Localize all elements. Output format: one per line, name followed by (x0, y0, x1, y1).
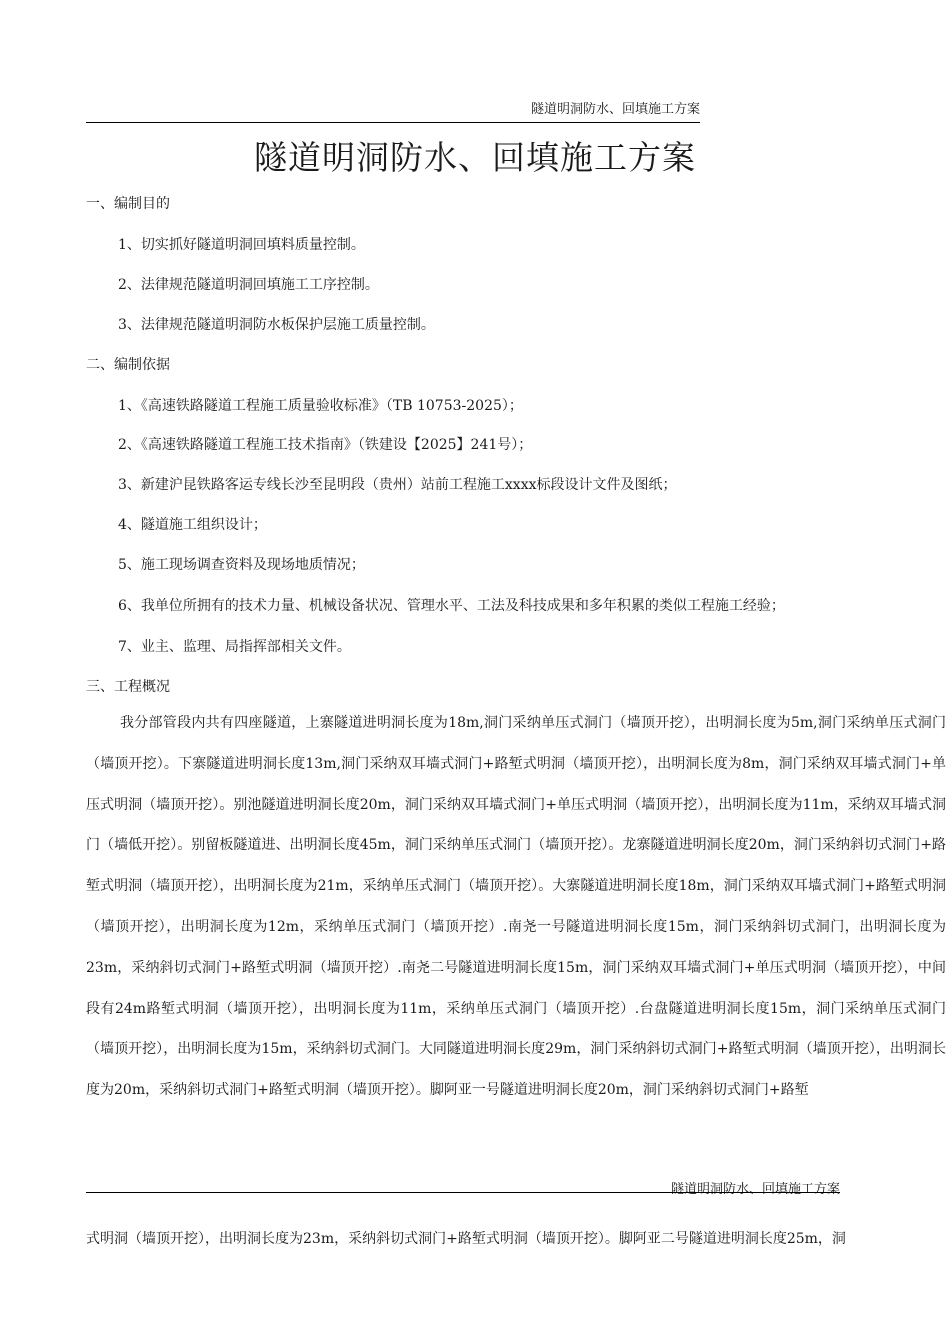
document-title: 隧道明洞防水、回填施工方案 (254, 138, 696, 177)
list-item: 4、隧道施工组织设计； (118, 517, 267, 533)
header-rule (86, 122, 700, 123)
list-item: 2、《高速铁路隧道工程施工技术指南》（铁建设【2025】241号）； (118, 437, 533, 453)
section-heading-purpose: 一、编制目的 (86, 196, 170, 212)
section-heading-overview: 三、工程概况 (86, 679, 170, 695)
list-item: 3、新建沪昆铁路客运专线长沙至昆明段（贵州）站前工程施工xxxx标段设计文件及图纸； (118, 477, 677, 493)
running-header: 隧道明洞防水、回填施工方案 (530, 102, 700, 117)
list-item: 6、我单位所拥有的技术力量、机械设备状况、管理水平、工法及科技成果和多年积累的类似工程施工经验； (118, 598, 785, 614)
list-item: 2、法律规范隧道明洞回填施工工序控制。 (118, 277, 379, 293)
list-item: 1、《高速铁路隧道工程施工质量验收标准》（TB 10753-2025）； (118, 398, 523, 414)
page-break-rule (86, 1192, 840, 1193)
list-item: 7、业主、监理、局指挥部相关文件。 (118, 639, 351, 655)
list-item: 3、法律规范隧道明洞防水板保护层施工质量控制。 (118, 317, 435, 333)
page-break-header: 隧道明洞防水、回填施工方案 (670, 1182, 840, 1197)
section-heading-basis: 二、编制依据 (86, 357, 170, 373)
list-item: 1、切实抓好隧道明洞回填料质量控制。 (118, 237, 365, 253)
continued-paragraph: 式明洞（墙顶开挖），出明洞长度为23m，采纳斜切式洞门+路堑式明洞（墙顶开挖）。脚阿亚二号隧道进明洞长度25m，洞 (86, 1231, 846, 1247)
overview-paragraph: 我分部管段内共有四座隧道，上寨隧道进明洞长度为18m,洞门采纳单压式洞门（墙顶开挖），出明洞长度为5m,洞门采纳单压式洞门（墙顶开挖）。下寨隧道进明洞长度13m,洞门采纳双耳墙式洞门+路堑式明洞（墙顶开挖），出明洞长度为8m，洞门采纳双耳墙式洞门+单压式明洞（墙顶开挖）。别池隧道进明洞长度20m，洞门采纳双耳墙式洞门+单压式明洞（墙顶开挖），出明洞长度为11m，采纳双耳墙式洞门（墙低开挖）。别留板隧道进、出明洞长度45m，洞门采纳单压式洞门（墙顶开挖）。龙寨隧道进明洞长度20m，洞门采纳斜切式洞门+路堑式明洞（墙顶开挖），出明洞长度为21m，采纳单压式洞门（墙顶开挖）。大寨隧道进明洞长度18m，洞门采纳双耳墙式洞门+路堑式明洞（墙顶开挖），出明洞长度为12m，采纳单压式洞门（墙顶开挖）.南尧一号隧道进明洞长度15m，洞门采纳斜切式洞门，出明洞长度为23m，采纳斜切式洞门+路堑式明洞（墙顶开挖）.南尧二号隧道进明洞长度15m，洞门采纳双耳墙式洞门+单压式明洞（墙顶开挖），中间段有24m路堑式明洞（墙顶开挖），出明洞长度为11m，采纳单压式洞门（墙顶开挖）.台盘隧道进明洞长度15m，洞门采纳单压式洞门（墙顶开挖），出明洞长度为15m，采纳斜切式洞门。大同隧道进明洞长度29m，洞门采纳斜切式洞门+路堑式明洞（墙顶开挖），出明洞长度为20m，采纳斜切式洞门+路堑式明洞（墙顶开挖）。脚阿亚一号隧道进明洞长度20m，洞门采纳斜切式洞门+路堑 (86, 715, 946, 1099)
list-item: 5、施工现场调查资料及现场地质情况； (118, 557, 365, 573)
